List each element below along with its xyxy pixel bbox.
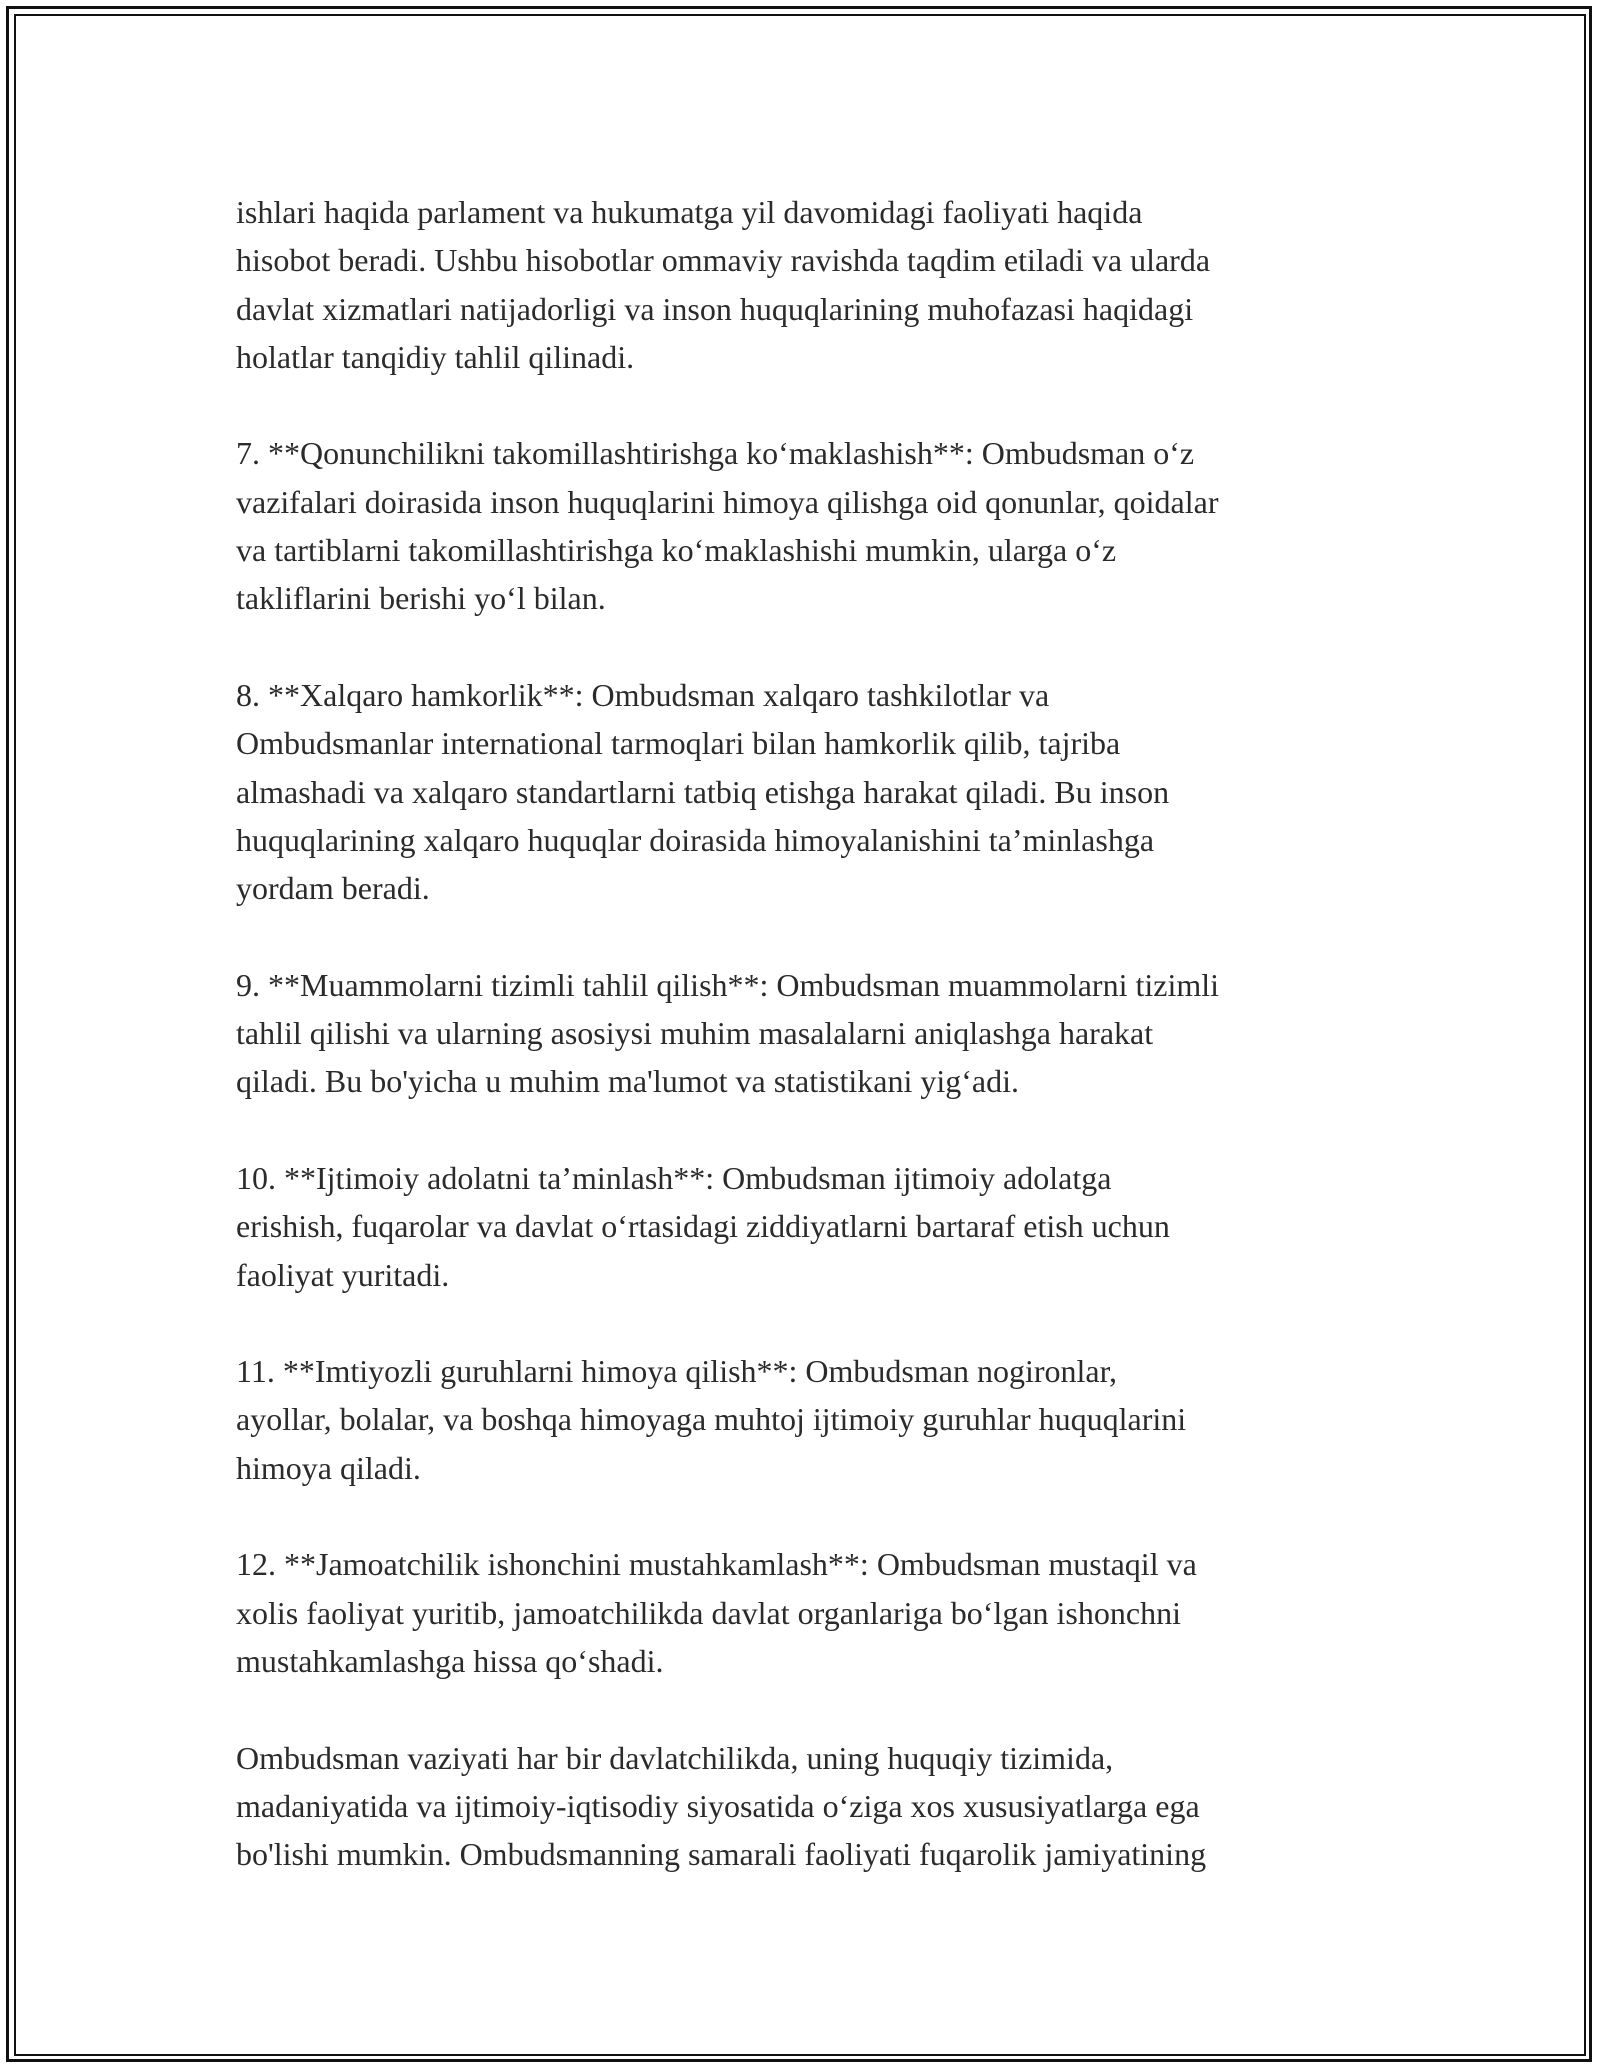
- text-line: huquqlarining xalqaro huquqlar doirasida himoyalanishini taʼminlashga: [236, 821, 1155, 858]
- text-line: davlat xizmatlari natijadorligi va inson huquqlarining muhofazasi haqidagi: [236, 290, 1194, 327]
- paragraph-item-7: [236, 429, 1366, 622]
- text-line: 11. **Imtiyozli guruhlarni himoya qilish**: Ombudsman nogironlar,: [236, 1353, 1117, 1390]
- text-line: erishish, fuqarolar va davlat oʻrtasidagi ziddiyatlarni bartaraf etish uchun: [236, 1208, 1170, 1245]
- paragraph-item-10: [236, 1154, 1366, 1299]
- text-line: almashadi va xalqaro standartlarni tatbiq etishga harakat qiladi. Bu inson: [236, 773, 1170, 810]
- text-line: mustahkamlashga hissa qoʻshadi.: [236, 1642, 664, 1679]
- text-line: 10. **Ijtimoiy adolatni taʼminlash**: Ombudsman ijtimoiy adolatga: [236, 1159, 1112, 1196]
- text-line: faoliyat yuritadi.: [236, 1256, 450, 1293]
- text-line: hisobot beradi. Ushbu hisobotlar ommaviy ravishda taqdim etiladi va ularda: [236, 242, 1211, 279]
- document-body: [236, 188, 1366, 1927]
- text-line: ayollar, bolalar, va boshqa himoyaga muhtoj ijtimoiy guruhlar huquqlarini: [236, 1401, 1187, 1438]
- paragraph-item-9: [236, 961, 1366, 1106]
- text-line: ishlari haqida parlament va hukumatga yil davomidagi faoliyati haqida: [236, 194, 1143, 230]
- text-line: 12. **Jamoatchilik ishonchini mustahkamlash**: Ombudsman mustaqil va: [236, 1546, 1197, 1583]
- text-line: vazifalari doirasida inson huquqlarini himoya qilishga oid qonunlar, qoidalar: [236, 483, 1219, 520]
- text-line: madaniyatida va ijtimoiy-iqtisodiy siyosatida oʻziga xos xususiyatlarga ega: [236, 1787, 1200, 1824]
- paragraph-conclusion: [236, 1734, 1366, 1879]
- paragraph-item-11: [236, 1347, 1366, 1492]
- text-line: Ombudsmanlar international tarmoqlari bilan hamkorlik qilib, tajriba: [236, 725, 1121, 762]
- paragraph-item-8: [236, 671, 1366, 912]
- text-line: Ombudsman vaziyati har bir davlatchilikda, uning huquqiy tizimida,: [236, 1739, 1114, 1776]
- paragraph-reporting: [236, 188, 1366, 381]
- text-line: yordam beradi.: [236, 870, 430, 907]
- text-line: holatlar tanqidiy tahlil qilinadi.: [236, 338, 635, 375]
- paragraph-item-12: [236, 1540, 1366, 1685]
- text-line: qiladi. Bu bo'yicha u muhim ma'lumot va statistikani yigʻadi.: [236, 1063, 1019, 1100]
- text-line: 8. **Xalqaro hamkorlik**: Ombudsman xalqaro tashkilotlar va: [236, 676, 1050, 713]
- text-line: takliflarini berishi yoʻl bilan.: [236, 580, 606, 617]
- text-line: himoya qiladi.: [236, 1449, 421, 1486]
- text-line: va tartiblarni takomillashtirishga koʻmaklashishi mumkin, ularga oʻz: [236, 532, 1117, 569]
- text-line: 7. **Qonunchilikni takomillashtirishga koʻmaklashish**: Ombudsman oʻz: [236, 435, 1195, 472]
- text-line: xolis faoliyat yuritib, jamoatchilikda davlat organlariga boʻlgan ishonchni: [236, 1594, 1181, 1631]
- text-line: tahlil qilishi va ularning asosiysi muhim masalalarni aniqlashga harakat: [236, 1015, 1154, 1052]
- text-line: bo'lishi mumkin. Ombudsmanning samarali faoliyati fuqarolik jamiyatining: [236, 1836, 1207, 1873]
- text-line: 9. **Muammolarni tizimli tahlil qilish**: Ombudsman muammolarni tizimli: [236, 966, 1220, 1003]
